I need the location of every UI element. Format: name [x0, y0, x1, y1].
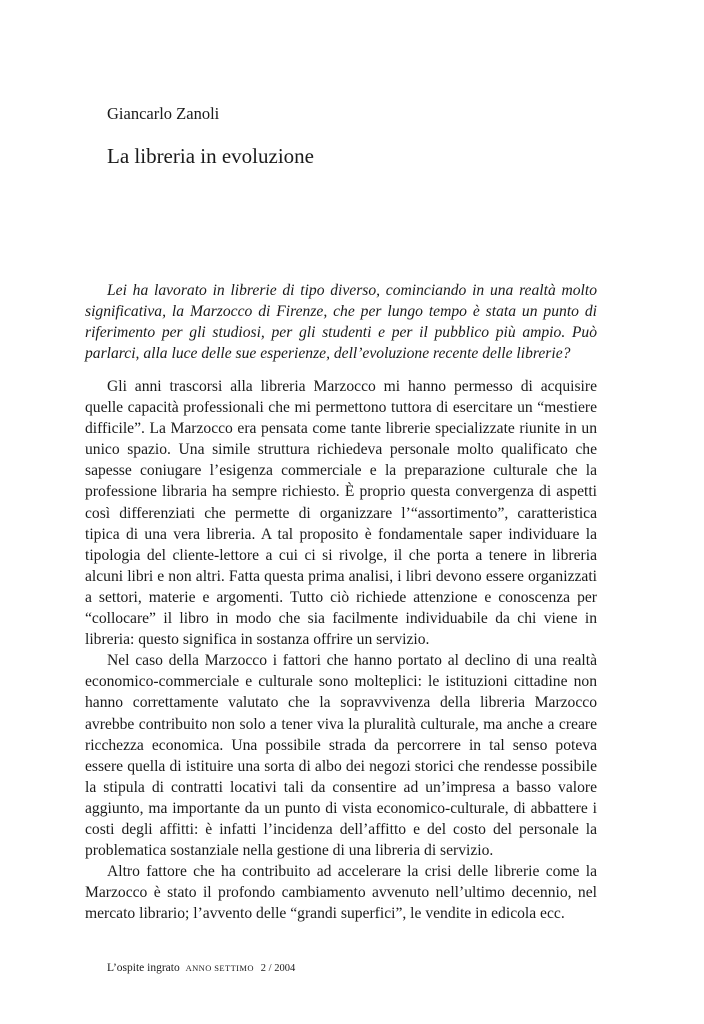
journal-issue: 2 / 2004 — [260, 963, 296, 974]
author-name: Giancarlo Zanoli — [107, 104, 220, 123]
interview-question: Lei ha lavorato in librerie di tipo diverso, cominciando in una realtà molto significativa, la Marzocco di Firenze, che per lungo tempo è stata un punto di riferimento per gli studiosi, per gli studenti e per il pubblico più ampio. Può parlarci, alla luce delle sue esperienze, dell’evoluzione recente delle librerie? — [85, 282, 597, 363]
body-paragraph-2: Nel caso della Marzocco i fattori che hanno portato al declino di una realtà economico-commerciale e culturale sono molteplici: le istituzioni cittadine non hanno correttamente valutato che la sopravvivenza della libreria Marzocco avrebbe contribuito non solo a tener viva la pluralità culturale, ma anche a creare ricchezza economica. Una possibile strada da percorrere in tal senso poteva essere quella di istituire una sorta di albo dei negozi storici che rendesse possibile la stipula di contratti locativi tali da consentire ad un’impresa a basso valore aggiunto, ma importante da un punto di vista economico-culturale, di abbattere i costi degli affitti: è infatti l’incidenza dell’affitto e del costo del personale la problematica sostanziale nella gestione di una libreria di servizio. — [85, 652, 597, 860]
body-paragraph-3: Altro fattore che ha contribuito ad accelerare la crisi delle librerie come la Marzocco è stato il profondo cambiamento avvenuto nell’ultimo decennio, nel mercato librario; l’avvento delle “grandi superfici”, le vendite in edicola ecc. — [85, 863, 597, 923]
journal-name: L’ospite ingrato — [107, 962, 180, 974]
page-footer — [107, 960, 295, 977]
body-paragraph-1: Gli anni trascorsi alla libreria Marzocco mi hanno permesso di acquisire quelle capacità professionali che mi permettono tuttora di esercitare un “mestiere difficile”. La Marzocco era pensata come tante librerie specializzate riunite in un unico spazio. Una simile struttura richiedeva personale molto qualificato che sapesse coniugare l’esigenza commerciale e la preparazione culturale che la professione libraria ha sempre richiesto. È proprio questa convergenza di aspetti così differenziati che permette di organizzare l’“assortimento”, caratteristica tipica di una vera libreria. A tal proposito è fondamentale saper individuare la tipologia del cliente-lettore a cui ci si rivolge, il che porta a tenere in libreria alcuni libri e non altri. Fatta questa prima analisi, i libri devono essere organizzati a settori, materie e argomenti. Tutto ciò richiede attenzione e conoscenza per “collocare” il libro in modo che sia facilmente individuabile da chi viene in libreria: questo significa in sostanza offrire un servizio. — [85, 378, 597, 649]
article-title: La libreria in evoluzione — [107, 144, 314, 168]
journal-volume: ANNO SETTIMO — [185, 963, 254, 973]
article-body — [85, 376, 597, 924]
